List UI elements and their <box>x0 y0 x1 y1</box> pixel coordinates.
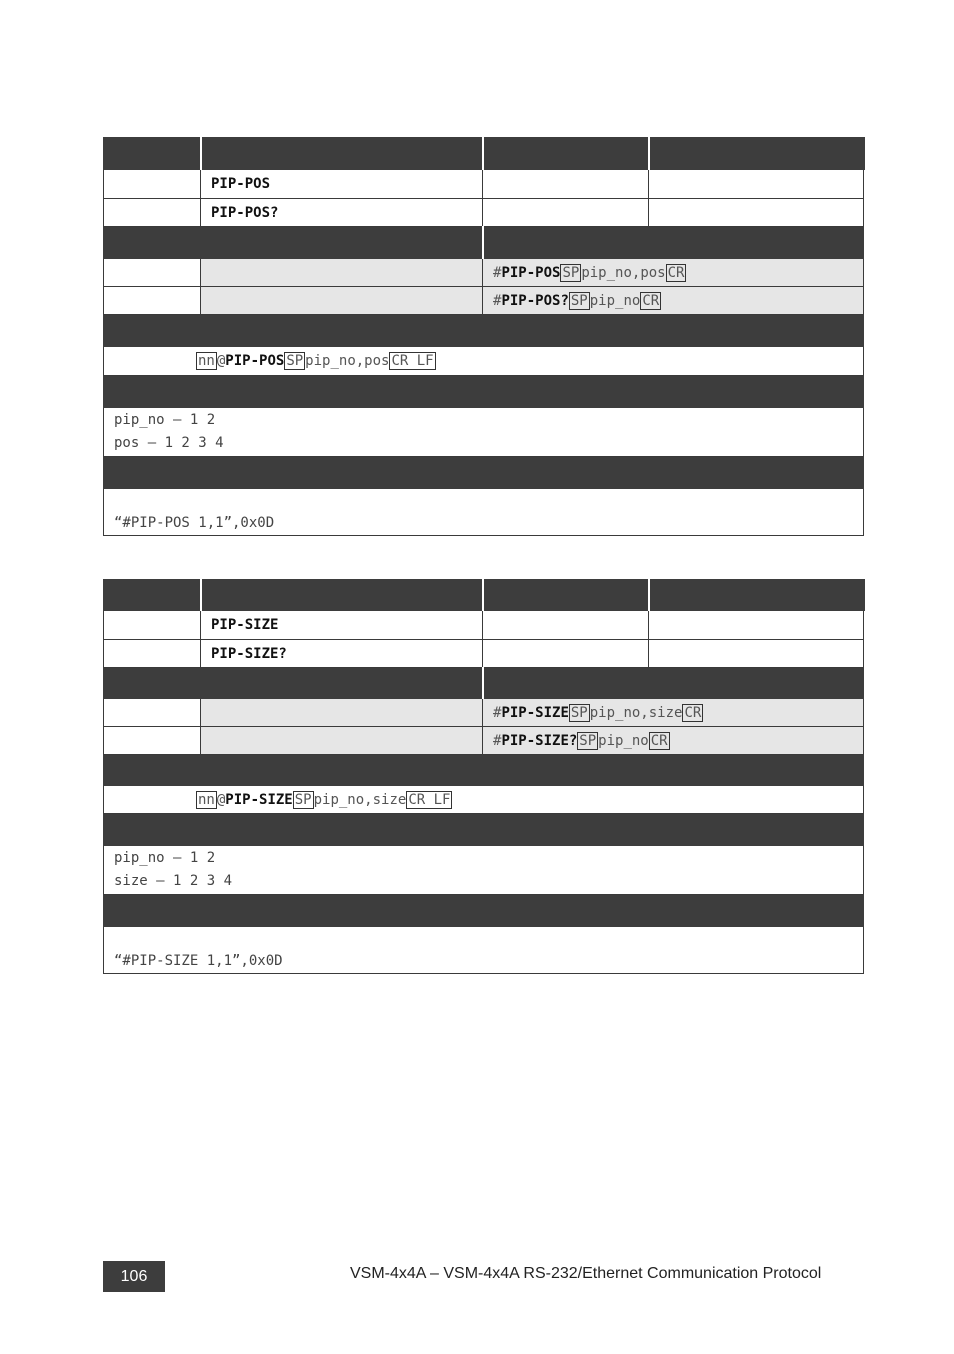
response-row <box>104 786 864 814</box>
header-row <box>104 138 864 170</box>
example-text: “#PIP-POS 1,1”,0x0D <box>104 489 864 536</box>
parameters-band <box>104 376 864 408</box>
syntax-band <box>104 227 864 259</box>
get-syntax-row <box>104 727 864 755</box>
example-band <box>104 457 864 489</box>
example-text: “#PIP-SIZE 1,1”,0x0D <box>104 927 864 974</box>
get-command-row <box>104 199 864 227</box>
set-syntax: #PIP-POS SP pip_no,pos CR <box>483 259 864 287</box>
header-row <box>104 580 864 611</box>
page-number: 106 <box>103 1261 165 1292</box>
syntax-band <box>104 668 864 699</box>
parameters-text: pip_no – 1 2 pos – 1 2 3 4 <box>104 408 864 457</box>
set-syntax-row <box>104 699 864 727</box>
set-command-row <box>104 170 864 199</box>
get-command-row <box>104 640 864 668</box>
example-row <box>104 927 864 974</box>
get-syntax: #PIP-SIZE? SP pip_no CR <box>483 727 864 755</box>
example-row <box>104 489 864 536</box>
set-syntax-row <box>104 259 864 287</box>
response-band <box>104 755 864 786</box>
parameters-row <box>104 408 864 457</box>
get-syntax-row <box>104 287 864 315</box>
document-title: VSM-4x4A – VSM-4x4A RS-232/Ethernet Communication Protocol <box>350 1265 822 1282</box>
set-command-name: PIP-SIZE <box>211 617 279 633</box>
pip-size-command-table <box>103 579 865 974</box>
response-band <box>104 315 864 347</box>
get-command-name: PIP-SIZE? <box>211 645 287 662</box>
set-command-row <box>104 611 864 640</box>
pip-pos-command-table <box>103 137 865 536</box>
set-command-name: PIP-POS <box>211 176 271 192</box>
response-syntax: nn @PIP-SIZE SP pip_no,size CR LF <box>104 786 864 814</box>
parameters-row <box>104 846 864 895</box>
example-band <box>104 895 864 927</box>
set-syntax: #PIP-SIZE SP pip_no,size CR <box>483 699 864 727</box>
parameters-band <box>104 814 864 846</box>
parameters-text: pip_no – 1 2 size – 1 2 3 4 <box>104 846 864 895</box>
get-syntax: #PIP-POS? SP pip_no CR <box>483 287 864 315</box>
response-syntax: nn @PIP-POS SP pip_no,pos CR LF <box>104 347 864 376</box>
response-row <box>104 347 864 376</box>
get-command-name: PIP-POS? <box>211 204 279 221</box>
